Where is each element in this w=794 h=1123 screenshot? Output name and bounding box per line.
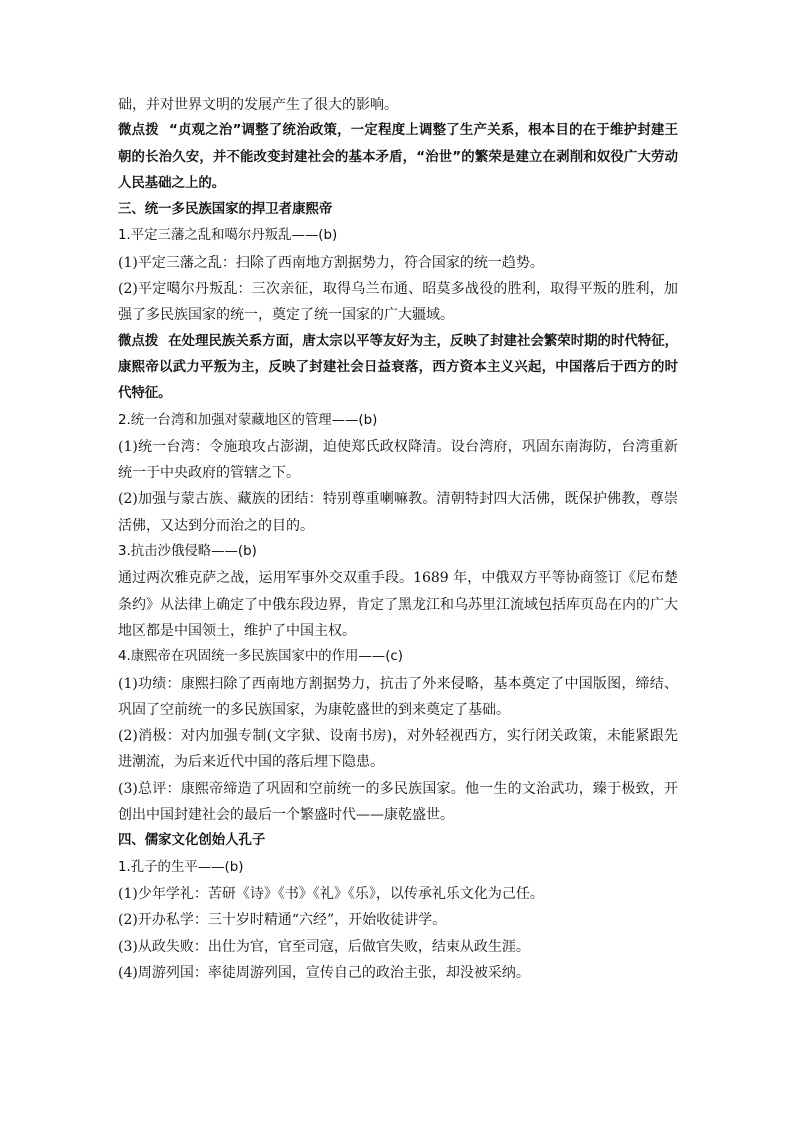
subheading-3: 3.抗击沙俄侵略——(b): [118, 544, 257, 560]
tip-paragraph-1: [118, 118, 678, 197]
subheading-5: 1.孔子的生平——(b): [118, 859, 244, 875]
tip-text: “贞观之治”调整了统治政策，一定程度上调整了生产关系，根本目的在于维护封建王朝的长治久安，并不能改变封建社会的基本矛盾，“治世”的繁荣是建立在剥削和奴役广大劳动人民基础之上的。: [118, 123, 678, 191]
tip-text: 在处理民族关系方面，唐太宗以平等友好为主，反映了封建社会繁荣时期的时代特征，康熙帝以武力平叛为主，反映了封建社会日益衰落，西方资本主义兴起，中国落后于西方的时代特征。: [118, 333, 679, 402]
section-heading-4: 四、儒家文化创始人孔子: [118, 833, 266, 849]
paragraph: (2)消极：对内加强专制(文字狱、设南书房)，对外轻视西方，实行闭关政策，未能紧跟先进潮流，为后来近代中国的落后埋下隐患。: [118, 728, 678, 771]
paragraph: (1)功绩：康熙扫除了西南地方割据势力，抗击了外来侵略，基本奠定了中国版图，缔结、巩固了空前统一的多民族国家，为康乾盛世的到来奠定了基础。: [118, 675, 678, 718]
paragraph: (3)总评：康熙帝缔造了巩固和空前统一的多民族国家。他一生的文治武功，臻于极致，开创出中国封建社会的最后一个繁盛时代——康乾盛世。: [118, 780, 678, 824]
paragraph: (4)周游列国：率徒周游列国，宣传自己的政治主张，却没被采纳。: [118, 964, 530, 981]
paragraph: 通过两次雅克萨之战，运用军事外交双重手段。1689 年，中俄双方平等协商签订《尼布楚条约》从法律上确定了中俄东段边界，肯定了黑龙江和乌苏里江流域包括库页岛在内的广大地区都是中国领土，维护了中国主权。: [118, 570, 678, 639]
paragraph: (3)从政失败：出仕为官，官至司寇，后做官失败，结束从政生涯。: [118, 938, 530, 955]
subheading-2: 2.统一台湾和加强对蒙藏地区的管理——(b): [118, 412, 378, 428]
tip-label: 微点拨: [118, 333, 159, 349]
document-content: [118, 92, 678, 986]
subheading-1: 1.平定三藩之乱和噶尔丹叛乱——(b): [118, 228, 338, 244]
paragraph: (2)平定噶尔丹叛乱：三次亲征，取得乌兰布通、昭莫多战役的胜利，取得平叛的胜利，加强了多民族国家的统一，奠定了统一国家的广大疆域。: [118, 281, 678, 324]
paragraph: (2)开办私学：三十岁时精通“六经”，开始收徒讲学。: [118, 912, 447, 929]
paragraph: (1)统一台湾：令施琅攻占澎湖，迫使郑氏政权降清。设台湾府，巩固东南海防，台湾重新统一于中央政府的管辖之下。: [118, 438, 678, 482]
paragraph: (1)平定三藩之乱：扫除了西南地方割据势力，符合国家的统一趋势。: [118, 254, 544, 271]
tip-label: 微点拨: [118, 123, 159, 139]
tip-paragraph-2: [118, 329, 678, 408]
paragraph-continuation: 础，并对世界文明的发展产生了很大的影响。: [118, 97, 398, 113]
subheading-4: 4.康熙帝在巩固统一多民族国家中的作用——(c): [118, 649, 404, 665]
paragraph: (2)加强与蒙古族、藏族的团结：特别尊重喇嘛教。清朝特封四大活佛，既保护佛教，尊崇活佛，又达到分而治之的目的。: [118, 491, 678, 534]
section-heading-3: 三、统一多民族国家的捍卫者康熙帝: [118, 202, 333, 218]
paragraph: (1)少年学礼：苦研《诗》《书》《礼》《乐》，以传承礼乐文化为己任。: [118, 885, 544, 902]
